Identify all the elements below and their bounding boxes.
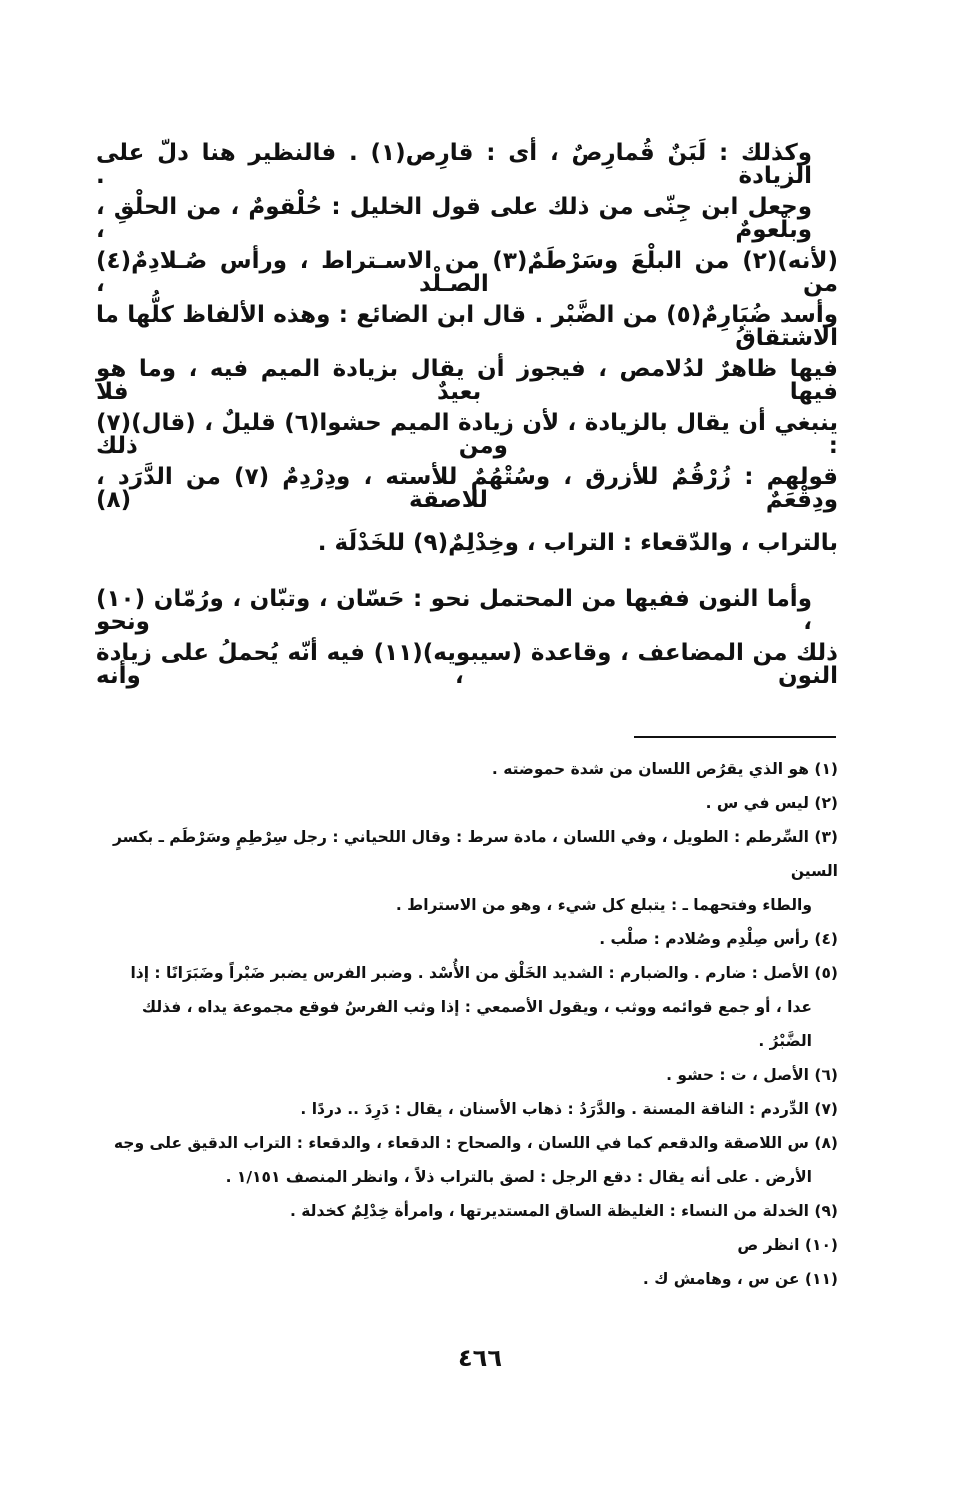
footnote: (٢) ليس في س . — [705, 794, 838, 812]
footnote: (١١) عن س ، وهامش ك . — [642, 1270, 838, 1288]
text-line: (لأنه)(٢) من البلْعَ وسَرْطَمٌ(٣) من الاسـتراط ، ورأس صُـلادِمٌ(٤) من الصـلْد ، — [96, 248, 839, 297]
page-number: ٤٦٦ — [458, 1344, 502, 1372]
text-line: وأسد ضُبَارِمٌ(٥) من الضَّبْر . قال ابن الضائع : وهذه الألفاظ كلُّها ما الاشتقاقُ — [96, 302, 838, 351]
text-line: وجعل ابن جِنّى من ذلك على قول الخليل : حُلْقومٌ ، من الحلْقِ ، وبلْعومٌ ، — [96, 194, 812, 243]
footnote: (٦) الأصل ، ت : حشو . — [666, 1066, 838, 1084]
footnotes — [96, 752, 838, 1296]
footnote-divider — [634, 736, 836, 738]
footnote: (٣) السِّرطم : الطويل ، وفي اللسان ، مادة سرط : وقال اللحياني : رجل سِرْطِمٍ وسَرْطَم ـ بكسر السين والطاء وفتحهما ـ : يتبلع كل شيء ، وهو من الاستراط . — [112, 828, 838, 914]
text-line: فيها ظاهرٌ لدُلامص ، فيجوز أن يقال بزيادة الميم فيه ، وما هو فيها بعيدٌ فلا — [96, 356, 838, 405]
footnote: (٨) س اللاصقة والدقعم كما في اللسان ، والصحاح : الدقعاء ، والدقعاء : التراب الدقيق على وجه الأرض . على أنه يقال : دقع الرجل : لصق بالتراب ذلاً ، وانظر المنصف ١/١٥١ . — [113, 1134, 838, 1186]
footnote: (٧) الدِّردم : الناقة المسنة . والدَّرَدُ : ذهاب الأسنان ، يقال : دَرِدَ .. دردًا . — [300, 1100, 838, 1118]
footnote: (١٠) انظر ص — [737, 1236, 838, 1254]
text-line: وأما النون ففيها من المحتمل نحو : حَسّان ، وتبّان ، ورُمّان (١٠) ، ونحو — [96, 586, 812, 635]
footnote: (٥) الأصل : ضارم . والضبارم : الشديد الخَلْق من الأُسْد . وضبر الفرس يضبر ضَبْراً وضَبَرَانًا : إذا عدا ، أو جمع قوائمه ووثب ، ويقول الأصمعي : إذا وثب الفرسُ فوقع مجموعة يداه ، فذلك الضَّبْرُ . — [130, 964, 838, 1050]
text-line: ذلك من المضاعف ، وقاعدة (سيبويه)(١١) فيه أنّه يُحملُ على زيادة النون ، وأنه — [96, 640, 838, 689]
text-line: قولهم : زُرْقُمٌ للأزرق ، وسُتْهُمٌ للأسته ، ودِرْدِمٌ (٧) من الدَّرَد ، ودِقْعَمٌ للاصقة (٨) — [96, 464, 838, 513]
footnote: (٩) الخدلة من النساء : الغليظة الساق المستديرتها ، وامرأة خِدْلِمٌ كخدلة . — [289, 1202, 838, 1220]
footnote: (١) هو الذي يقرُص اللسان من شدة حموضته . — [491, 760, 838, 778]
text-line: ينبغي أن يقال بالزيادة ، لأن زيادة الميم حشوا(٦) قليلٌ ، (قال)(٧) : ومن ذلك — [96, 410, 838, 459]
footnote: (٤) رأس صِلْدِم وصُلادم : صلْب . — [599, 930, 838, 948]
main-text-body — [96, 138, 838, 692]
text-line: وكذلك : لَبَنٌ قُمارِصٌ ، أى : قارِص(١) . فالنظير هنا دلّ على الزيادة . — [96, 140, 812, 189]
text-line: بالتراب ، والدّقعاء : التراب ، وخِدْلِمٌ(٩) للخَدْلَة . — [317, 529, 838, 556]
